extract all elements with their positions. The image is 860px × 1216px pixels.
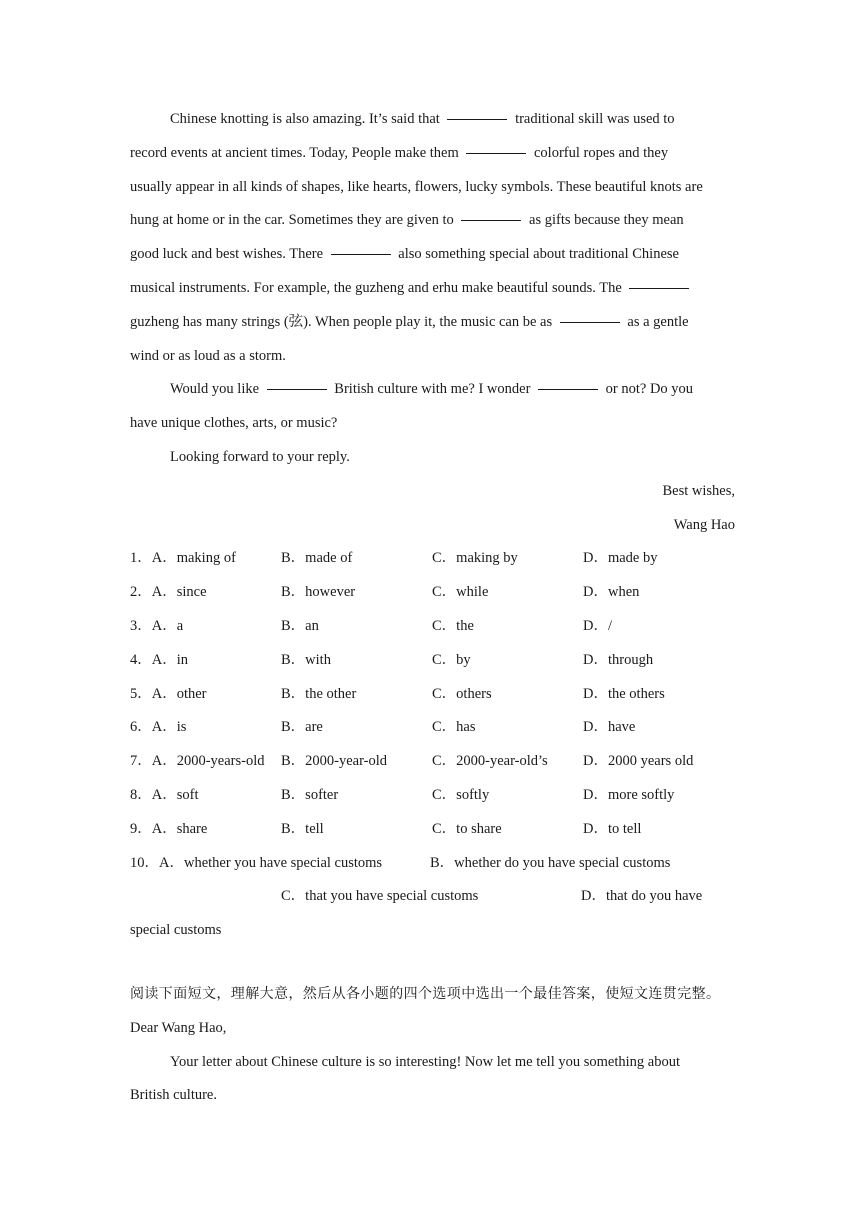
question-row: [130, 576, 735, 610]
option-a[interactable]: 5．A．other: [130, 685, 207, 702]
option-a[interactable]: 2．A．since: [130, 584, 207, 601]
question-row: [130, 610, 735, 644]
answer-blank-7: [267, 389, 327, 390]
question-row: [130, 779, 735, 813]
question-number: 9．: [130, 820, 152, 837]
option-c[interactable]: C．while: [432, 584, 489, 601]
question-number: 3．: [130, 617, 152, 634]
question-row: [130, 678, 735, 712]
passage-line: good luck and best wishes. There also something special about traditional Chinese: [130, 246, 679, 263]
q10-option-b[interactable]: B．whether do you have special customs: [430, 854, 671, 871]
question-number: 6．: [130, 719, 152, 736]
option-c[interactable]: C．others: [432, 685, 492, 702]
option-d[interactable]: D．have: [583, 719, 636, 736]
passage-line: guzheng has many strings (弦). When people play it, the music can be as as a gentle: [130, 313, 689, 330]
option-c[interactable]: C．to share: [432, 820, 502, 837]
option-a[interactable]: 1．A．making of: [130, 550, 236, 567]
passage-line: Chinese knotting is also amazing. It’s said that traditional skill was used to: [170, 111, 675, 127]
answer-blank-2: [466, 153, 526, 154]
q10-option-d-cont: special customs: [130, 922, 222, 939]
letter-signature: Wang Hao: [673, 516, 735, 533]
option-d[interactable]: D．through: [583, 651, 654, 668]
option-b[interactable]: B．softer: [281, 786, 339, 803]
passage-line: wind or as loud as a storm.: [130, 347, 286, 364]
question-number: 7．: [130, 753, 152, 770]
option-a[interactable]: 4．A．in: [130, 651, 188, 668]
option-d[interactable]: D．/: [583, 617, 612, 634]
option-a[interactable]: 6．A．is: [130, 719, 187, 736]
option-b[interactable]: B．2000-year-old: [281, 753, 388, 770]
letter-body-line: Your letter about Chinese culture is so interesting! Now let me tell you something about: [170, 1053, 680, 1070]
question-row: [130, 813, 735, 847]
letter-greeting: Dear Wang Hao,: [130, 1019, 227, 1036]
answer-blank-8: [538, 389, 598, 390]
letter-closing: Best wishes,: [662, 482, 735, 499]
passage-line: Looking forward to your reply.: [170, 448, 350, 465]
option-a[interactable]: 8．A．soft: [130, 786, 199, 803]
passage-line: have unique clothes, arts, or music?: [130, 415, 338, 432]
passage-line: usually appear in all kinds of shapes, like hearts, flowers, lucky symbols. These beautiful knots are: [130, 178, 703, 195]
letter-body-line: British culture.: [130, 1087, 217, 1104]
option-d[interactable]: D．made by: [583, 550, 658, 567]
answer-blank-1: [447, 119, 507, 120]
question-number: 1．: [130, 550, 152, 567]
option-b[interactable]: B．tell: [281, 820, 324, 837]
option-a[interactable]: 9．A．share: [130, 820, 208, 837]
question-row: [130, 542, 735, 576]
option-b[interactable]: B．an: [281, 617, 319, 634]
option-c[interactable]: C．making by: [432, 550, 518, 567]
option-b[interactable]: B．with: [281, 651, 331, 668]
passage-line: musical instruments. For example, the guzheng and erhu make beautiful sounds. The: [130, 272, 735, 306]
option-b[interactable]: B．made of: [281, 550, 353, 567]
option-d[interactable]: D．more softly: [583, 786, 675, 803]
answer-blank-3: [461, 220, 521, 221]
q10-option-a[interactable]: 10．A．whether you have special customs: [130, 854, 383, 871]
option-c[interactable]: C．the: [432, 617, 474, 634]
document-page: [130, 103, 735, 1113]
passage-line: Would you like British culture with me? I wonder or not? Do you: [170, 381, 694, 398]
question-10-cont: [130, 880, 735, 914]
option-c[interactable]: C．has: [432, 719, 476, 736]
answer-blank-4: [331, 254, 391, 255]
section-instruction: 阅读下面短文，理解大意，然后从各小题的四个选项中选出一个最佳答案，使短文连贯完整。: [130, 985, 721, 1002]
option-a[interactable]: 3．A．a: [130, 617, 184, 634]
question-row: [130, 644, 735, 678]
question-number: 8．: [130, 786, 152, 803]
option-c[interactable]: C．by: [432, 651, 471, 668]
option-d[interactable]: D．2000 years old: [583, 753, 694, 770]
answer-blank-6: [560, 322, 620, 323]
question-number: 4．: [130, 651, 152, 668]
q10-option-d[interactable]: D．that do you have: [581, 888, 703, 905]
passage-line: hung at home or in the car. Sometimes they are given to as gifts because they mean: [130, 212, 684, 229]
option-b[interactable]: B．however: [281, 584, 356, 601]
option-d[interactable]: D．the others: [583, 685, 665, 702]
question-number: 2．: [130, 584, 152, 601]
question-list: [130, 542, 735, 846]
question-row: [130, 711, 735, 745]
option-d[interactable]: D．to tell: [583, 820, 642, 837]
question-10: [130, 847, 735, 881]
option-c[interactable]: C．softly: [432, 786, 490, 803]
option-b[interactable]: B．are: [281, 719, 323, 736]
question-number: 5．: [130, 685, 152, 702]
option-a[interactable]: 7．A．2000-years-old: [130, 753, 265, 770]
question-row: [130, 745, 735, 779]
option-c[interactable]: C．2000-year-old’s: [432, 753, 548, 770]
option-b[interactable]: B．the other: [281, 685, 357, 702]
option-d[interactable]: D．when: [583, 584, 640, 601]
passage-line: record events at ancient times. Today, People make them colorful ropes and they: [130, 144, 669, 161]
answer-blank-5: [629, 288, 689, 289]
q10-option-c[interactable]: C．that you have special customs: [281, 888, 479, 905]
